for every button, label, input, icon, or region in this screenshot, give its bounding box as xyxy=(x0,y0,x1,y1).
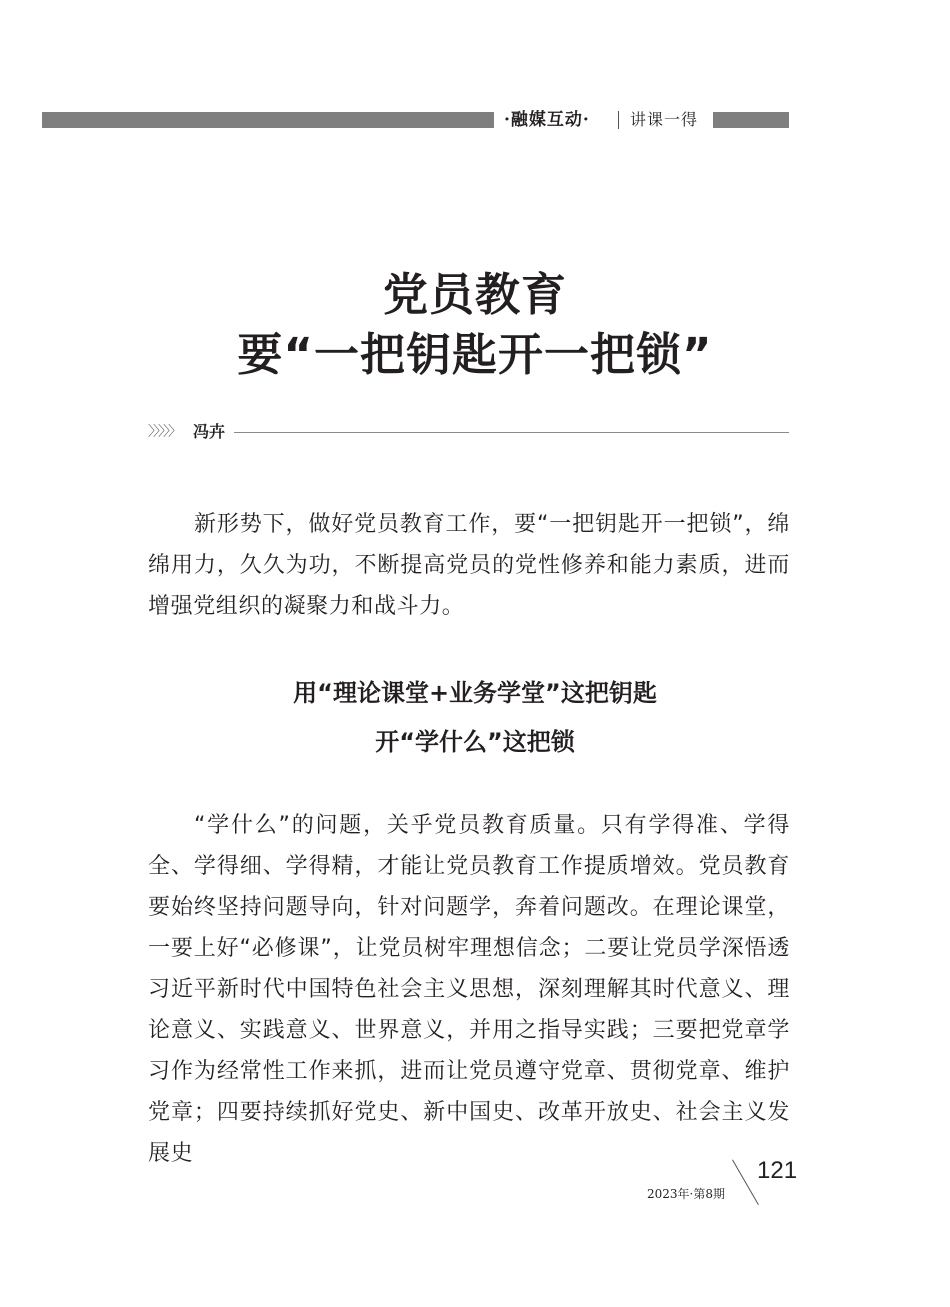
subcolumn-name: 讲课一得 xyxy=(630,110,699,129)
header-bar-right xyxy=(713,112,789,128)
section-heading-line2: 开“学什么”这把锁 xyxy=(375,728,575,756)
header-divider xyxy=(618,111,619,129)
article-title-line2: 要“一把钥匙开一把锁” xyxy=(237,328,713,381)
byline-arrows-icon: 〉〉〉〉〉 xyxy=(148,424,180,440)
section-body-paragraph: “学什么”的问题，关乎党员教育质量。只有学得准、学得全、学得细、学得精，才能让党员教育工作提质增效。党员教育要始终坚持问题导向，针对问题学，奔着问题改。在理论课堂，一要上好“必修课”，让党员树牢理想信念；二要让党员学深悟透习近平新时代中国特色社会主义思想，深刻理解其时代意义、理论意义、实践意义、世界意义，并用之指导实践；三要把党章学习作为经常性工作来抓，进而让党员遵守党章、贯彻党章、维护党章；四要持续抓好党史、新中国史、改革开放史、社会主义发展史 xyxy=(148,813,790,1166)
page-number: 121 xyxy=(757,1157,798,1184)
article-title-line1: 党员教育 xyxy=(382,268,567,321)
intro-paragraph: 新形势下，做好党员教育工作，要“一把钥匙开一把锁”，绵绵用力，久久为功，不断提高党员的党性修养和能力素质，进而增强党组织的凝聚力和战斗力。 xyxy=(148,512,790,619)
section-heading-line1: 用“理论课堂+业务学堂”这把钥匙 xyxy=(293,679,657,707)
author-name: 冯卉 xyxy=(193,422,226,441)
column-name: ·融媒互动· xyxy=(504,110,590,130)
issue-label: 2023年·第8期 xyxy=(647,1187,725,1201)
header-bar-left xyxy=(42,112,494,128)
byline-rule xyxy=(234,432,789,433)
